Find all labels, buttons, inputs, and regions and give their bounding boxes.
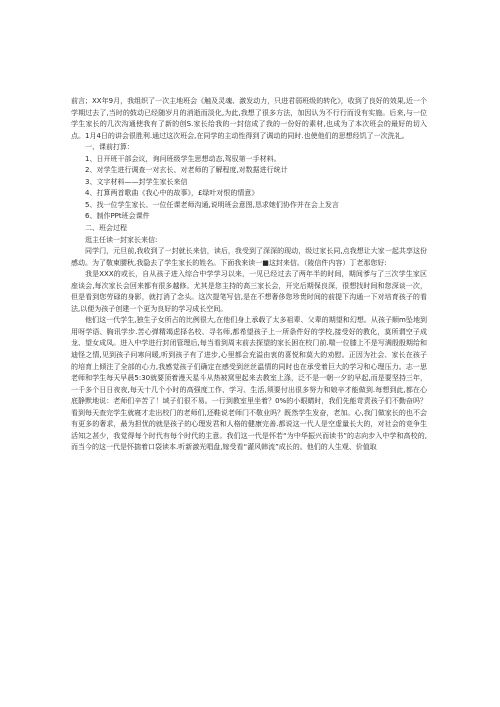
- prep-item-2: 2、对学生进行调查一对玄长、对老师的了解程度,对数据进行统计: [85, 166, 288, 175]
- teacher-speech-paragraph: 同学门，元旦前,我收到了一封就长来信，读后，我受到了深深的现动，级过家长同,点我想让大家一起共享这份感动。为了敬柬腰秋,我隐去了学生家长的姓名。下面我来读一■这封来信。（陵信件内容）丁老那您好:: [71, 247, 427, 267]
- preface-paragraph: 前言；XX年9月，我组织了一次主地班会《触及灵魂、激发动力，只进君弱班级的转化》，收到了良好的效果,近一个学期过去了,当时的鼓动已经随岁月的消逝而淡化,为此,我想了很多方法，加因认为不行行而没有实施。后来,与一位学生家长的几次沟通使我有了新的创S.家长给我的一封信成了我的一份好的素材,也成为了本次班会的最好的切入点。1月4日的讲会很胜利.通过这次班会,在同学的主动性得到了调动的同时.也使他们的思想经饥了一次洗礼。: [71, 97, 427, 140]
- letter-intro-line: 逛主任读一封家长来信:: [85, 235, 158, 244]
- document-body: [71, 96, 427, 454]
- prep-item-5: 5、找一位学生家长、一位任课老师沟通,说明班会意图,恳求她们协作并在会上发言: [85, 200, 339, 209]
- prep-item-6: 6、制作PPt班会课件: [85, 212, 150, 221]
- letter-paragraph-2: 他们这一代学生,独生子女所占的比例很大,在他们身上承载了太多祖辈、父辈的期望和幻想。从孩子顺m坠地到用呀学语、胸讯学步.苦心弹精竭虑择名校、寻名师,都希望孩子上一所条件好的学校,接受好的教化，莫所谓空子成龙、望女成凤。进入中学进行封闭管理后,每当看到周末前去探望的家长困在校门前.喘一位膝上不是写满殷殷期给和迪怪之情,见到孩子问寒问暖,听到孩子有了进步,心里都会充溢由衷的喜悦和莫大的劝慰。正因为社会、家长在孩子的培育上倾注了全部的心力,我感觉孩子们确定在感受到丝丝温情的同时也在承受着巨大的学习和心理压力。志一思老师和学生每天早晨5:30就要顶着漫天星斗从热被窝里起来去教室上涤，泛不是一朝一夕的早起,而是要坚持三年，一千多个日日夜夜,每天十几个小时的高强度工作、学习、生活,须要付出很多努力和娘辛才能做到.每想到此,都在心底静默地说：老师们辛苦了！域子们很不易。一行到教室里坐着？0%的小眼睛时，我们先能苛责孩子们不勤奋吗？看到每天查完学生就寝才走出校门的老师们,还鞋说老师门不敬业吗？既然学生发奋，老加。心,我门做家长的也不会有更多的奢求，最为担忧的就是孩子的心理发君和人格的健康完善.都说这一代人是空虚量长大的，对社会的竞争生活知之甚少，我觉得每个时代有每个时代的主意。我们这一代是怀若“为中华振兴而读书”的志向步入中学和高校的,而当今的这一代是怀揣着口袋读本.听新激光唱盘,嫁受看“灌风韩流”成长的。他们的人生观、价值取: [71, 316, 427, 452]
- section-heading-process: 二、班会过程: [85, 224, 127, 233]
- letter-paragraph-1: 我是XXX的或长，自从孩子进入综合中学学习以来，一见已经过去了两年半的时间，期间爹与了三次学生家区座谈会,每次家长会回来都有很多越修。尤其是您主持的高三家长会，开完后期保良深，很想找时间和您深谈一次，但是看到您劳碌的身影，就打消了念头。这次提笔写信,是在不想奢侈您珍贵时间的前提下沟通一下对培育孩子的看法,以便为孩子创建一个更为良好的学习成长空间。: [71, 270, 427, 313]
- prep-item-3: 3、文字材料——封学生家长来信: [85, 177, 188, 186]
- prep-item-1: 1、日开班干部会议，询问班级学生思想动态,驾驭第一手材料。: [85, 154, 281, 163]
- prep-item-4: 4、打算两首歌曲《我心中的故事》，£绿叶对恨的情意》: [85, 189, 259, 198]
- section-heading-preparation: 一、课前打算：: [85, 143, 134, 152]
